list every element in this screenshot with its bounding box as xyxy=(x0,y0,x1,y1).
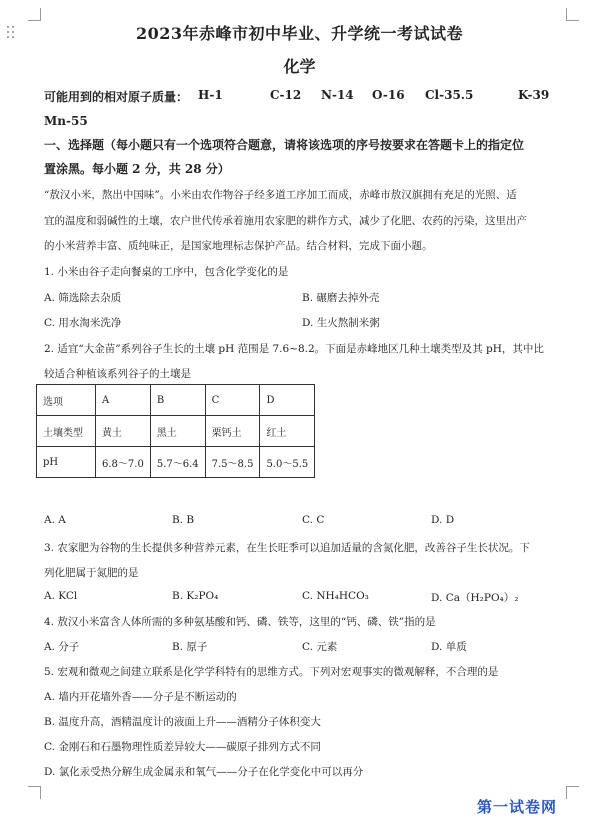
question-stem: 1. 小米由谷子走向餐桌的工序中，包含化学变化的是 xyxy=(44,266,289,278)
option-d: D. 氯化汞受热分解生成金属汞和氧气——分子在化学变化中可以再分 xyxy=(44,766,364,778)
question-stem: 3. 农家肥为谷物的生长提供多种营养元素，在生长旺季可以追加适量的含氮化肥，改善谷子生长状况。下 xyxy=(44,542,530,554)
option-d: D. 单质 xyxy=(431,641,467,653)
option-d: D. D xyxy=(431,514,455,526)
margin-corner-mark xyxy=(566,786,579,799)
option-b: B. 温度升高，酒精温度计的液面上升——酒精分子体积变大 xyxy=(44,716,321,728)
option-d: D. 生火熬制米粥 xyxy=(302,317,380,329)
table-cell: 土壤类型 xyxy=(37,416,96,447)
option-c: C. 金刚石和石墨物理性质差异较大——碳原子排列方式不同 xyxy=(44,741,321,753)
option-b: B. B xyxy=(172,514,195,526)
table-cell: pH xyxy=(37,447,96,478)
margin-corner-mark xyxy=(566,8,579,21)
option-b: B. K₂PO₄ xyxy=(172,590,219,602)
table-cell: B xyxy=(150,385,205,416)
table-row xyxy=(37,447,315,478)
option-b: B. 碾磨去掉外壳 xyxy=(302,292,380,304)
option-c: C. 元素 xyxy=(302,641,338,653)
section-heading: 置涂黑。每小题 2 分，共 28 分） xyxy=(44,162,230,176)
question-stem: 5. 宏观和微观之间建立联系是化学学科特有的思维方式。下列对宏观事实的微观解释，不合理的是 xyxy=(44,666,499,678)
option-a: A. A xyxy=(44,514,66,526)
table-header-row xyxy=(37,385,315,416)
margin-corner-mark xyxy=(28,8,41,21)
table-cell: 黄土 xyxy=(96,416,151,447)
table-cell: 红土 xyxy=(260,416,315,447)
watermark-logo: 第一试卷网 xyxy=(477,798,558,816)
option-a: A. 分子 xyxy=(44,641,80,653)
option-a: A. 筛选除去杂质 xyxy=(44,292,122,304)
question-stem: 4. 敖汉小米富含人体所需的多种氨基酸和钙、磷、铁等，这里的“钙、磷、铁”指的是 xyxy=(44,616,436,628)
table-cell: C xyxy=(205,385,260,416)
table-cell: A xyxy=(96,385,151,416)
atomic-mass-item: C-12 xyxy=(270,88,302,102)
table-cell: 5.7～6.4 xyxy=(150,447,205,478)
table-row xyxy=(37,416,315,447)
passage-line: 宜的温度和弱碱性的土壤，农户世代传承着施用农家肥的耕作方式，减少了化肥、农药的污染，这里出产 xyxy=(44,215,527,227)
option-c: C. 用水淘米洗净 xyxy=(44,317,122,329)
atomic-mass-item: K-39 xyxy=(518,88,550,102)
table-cell: 7.5～8.5 xyxy=(205,447,260,478)
table-cell: 选项 xyxy=(37,385,96,416)
option-c: C. C xyxy=(302,514,325,526)
atomic-mass-item: H-1 xyxy=(198,88,223,102)
table-cell: 5.0～5.5 xyxy=(260,447,315,478)
exam-title: 2023年赤峰市初中毕业、升学统一考试试卷 xyxy=(135,24,464,43)
atomic-masses-label: 可能用到的相对原子质量： xyxy=(44,90,189,104)
table-cell: 栗钙土 xyxy=(205,416,260,447)
option-a: A. 墙内开花墙外香——分子是不断运动的 xyxy=(44,691,237,703)
passage-line: “敖汉小米，熬出中国味”。小米由农作物谷子经多道工序加工而成，赤峰市敖汉旗拥有充足的光照、适 xyxy=(44,189,517,201)
table-cell: 黑土 xyxy=(150,416,205,447)
soil-ph-table xyxy=(36,384,315,478)
table-cell: D xyxy=(260,385,315,416)
option-d: D. Ca（H₂PO₄）₂ xyxy=(431,592,519,604)
atomic-mass-item: Mn-55 xyxy=(44,114,88,128)
question-stem: 列化肥属于氮肥的是 xyxy=(44,567,139,579)
atomic-mass-item: N-14 xyxy=(321,88,354,102)
section-heading: 一、选择题（每小题只有一个选项符合题意，请将该选项的序号按要求在答题卡上的指定位 xyxy=(44,138,525,152)
margin-corner-mark xyxy=(28,786,41,799)
question-stem: 2. 适宜“大金苗”系列谷子生长的土壤 pH 范围是 7.6~8.2。下面是赤峰地区几种土壤类型及其 pH，其中比 xyxy=(44,343,544,355)
option-c: C. NH₄HCO₃ xyxy=(302,590,369,602)
option-b: B. 原子 xyxy=(172,641,208,653)
atomic-mass-item: O-16 xyxy=(372,88,405,102)
subject-title: 化学 xyxy=(283,57,316,76)
atomic-mass-item: Cl-35.5 xyxy=(425,88,474,102)
table-cell: 6.8～7.0 xyxy=(96,447,151,478)
question-stem: 较适合种植该系列谷子的土壤是 xyxy=(44,368,191,380)
passage-line: 的小米营养丰富、质纯味正，是国家地理标志保护产品。结合材料，完成下面小题。 xyxy=(44,240,433,252)
option-a: A. KCl xyxy=(44,590,78,602)
